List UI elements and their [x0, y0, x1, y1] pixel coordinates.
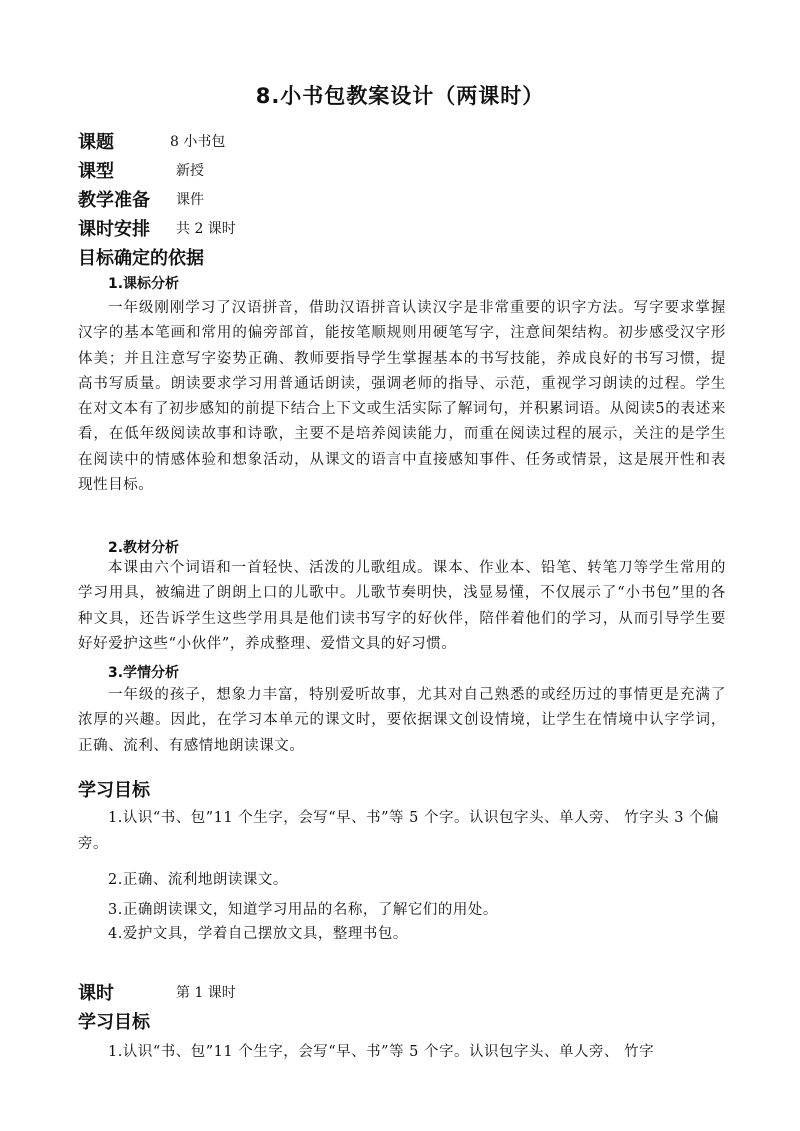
subsection-heading: 2.教材分析	[108, 540, 180, 556]
paragraph-curriculum-analysis: 一年级刚刚学习了汉语拼音，借助汉语拼音认读汉字是非常重要的识字方法。写字要求掌握汉字的基本笔画和常用的偏旁部首，能按笔顺规则用硬笔写字，注意间架结构。初步感受汉字形体美；并且注意写字姿势正确、教师要指导学生掌握基本的书写技能，养成良好的书写习惯，提高书写质量。朗读要求学习用普通话朗读，强调老师的指导、示范，重视学习朗读的过程。学生在对文本有了初步感知的前提下结合上下文或生活实际了解词句，并积累词语。从阅读5的表述来看，在低年级阅读故事和诗歌，主要不是培养阅读能力，而重在阅读过程的展示，关注的是学生在阅读中的情感体验和想象活动，从课文的语言中直接感知事件、任务或情景，这是展开性和表现性目标。	[78, 300, 726, 494]
meta-row-preparation	[78, 186, 204, 212]
meta-row-topic	[78, 128, 226, 154]
document-title: 8.小书包教案设计（两课时）	[255, 84, 545, 108]
meta-label: 课型	[78, 161, 114, 182]
meta-value: 课件	[176, 192, 204, 208]
paragraph-student-analysis: 一年级的孩子，想象力丰富，特别爱听故事，尤其对自己熟悉的或经历过的事情更是充满了浓厚的兴趣。因此，在学习本单元的课文时，要依据课文创设情境，让学生在情境中认字学词，正确、流利、有感情地朗读课文。	[78, 687, 726, 754]
meta-label: 教学准备	[78, 190, 150, 211]
goal-item: 1.认识“书、包”11 个生字，会写“早、书”等 5 个字。认识包字头、单人旁、 竹字头 3 个偏旁。	[78, 810, 720, 852]
subsection-heading: 1.课标分析	[108, 276, 180, 292]
goal-item: 3.正确朗读课文，知道学习用品的名称，了解它们的用处。	[108, 902, 498, 918]
meta-label: 课题	[78, 132, 114, 153]
section-heading-lesson-goals: 学习目标	[78, 1012, 150, 1033]
meta-label: 课时安排	[78, 219, 150, 240]
lesson-label: 课时	[78, 983, 114, 1004]
lesson-row	[78, 979, 236, 1005]
lesson-goal-item: 1.认识“书、包”11 个生字，会写“早、书”等 5 个字。认识包字头、单人旁、 竹字	[108, 1044, 655, 1060]
meta-value: 新授	[176, 163, 204, 179]
goal-item: 2.正确、流利地朗读课文。	[108, 872, 288, 888]
paragraph-textbook-analysis: 本课由六个词语和一首轻快、活泼的儿歌组成。课本、作业本、铅笔、转笔刀等学生常用的学习用具，被编进了朗朗上口的儿歌中。儿歌节奏明快，浅显易懂，不仅展示了“小书包”里的各种文具，还告诉学生这些学用具是他们读书写字的好伙伴，陪伴着他们的学习，从而引导学生要好好爱护这些“小伙伴”，养成整理、爱惜文具的好习惯。	[78, 560, 726, 652]
lesson-value: 第 1 课时	[176, 985, 236, 1001]
goal-item: 4.爱护文具，学着自己摆放文具，整理书包。	[108, 926, 408, 942]
meta-value: 8 小书包	[170, 134, 226, 150]
meta-value: 共 2 课时	[176, 221, 236, 237]
section-heading-goals: 学习目标	[78, 780, 150, 801]
subsection-heading: 3.学情分析	[108, 665, 180, 681]
meta-row-schedule	[78, 215, 236, 241]
meta-row-type	[78, 157, 204, 183]
section-heading-basis: 目标确定的依据	[78, 248, 204, 269]
